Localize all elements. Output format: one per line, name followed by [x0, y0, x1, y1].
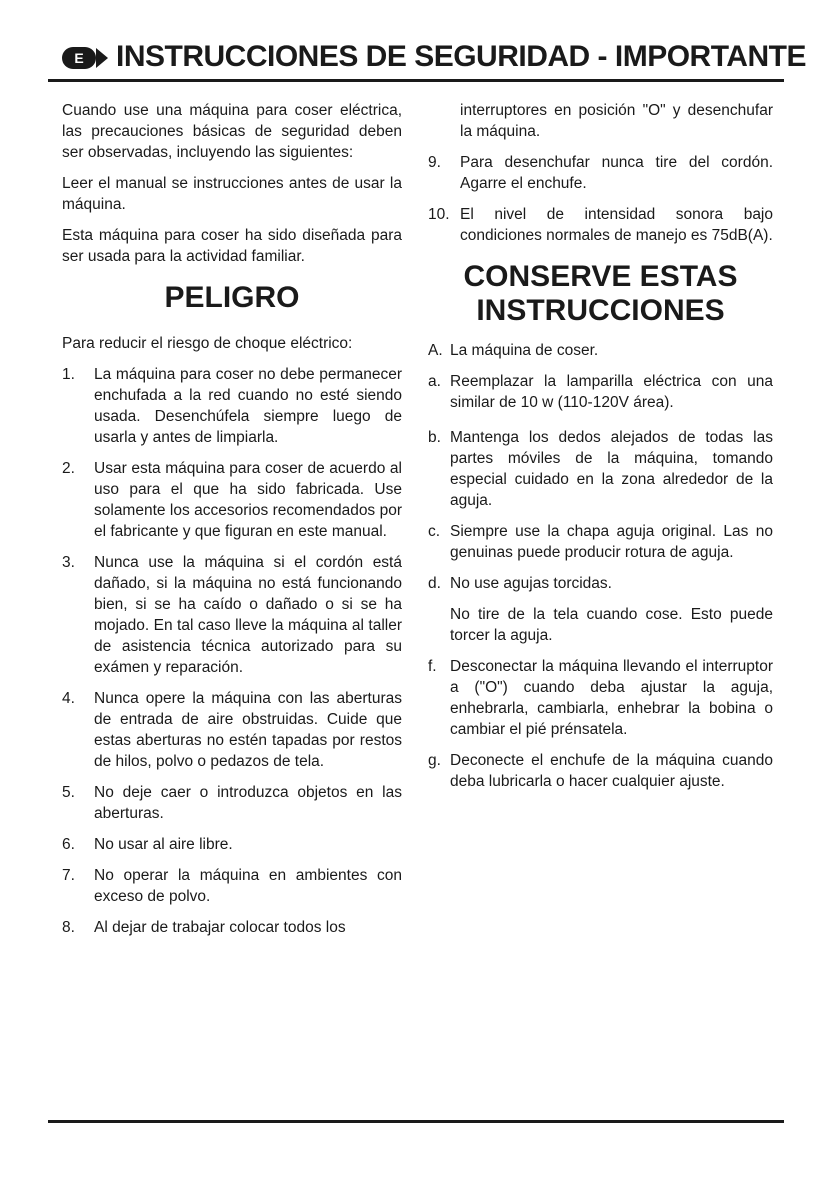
- item-label: f.: [428, 658, 437, 675]
- left-column: [62, 100, 402, 948]
- item-text: Desconectar la máquina llevando el interruptor a ("O") cuando deba ajustar la aguja, enhebrarla, cambiarla, enhebrar la bobina o cambiar el pié prénsatela.: [450, 658, 773, 738]
- item-text: Nunca opere la máquina con las aberturas de entrada de aire obstruidas. Cuide que estas aberturas no estén tapadas por restos de hilos, polvo o pedazos de tela.: [94, 690, 402, 770]
- list-item: [62, 552, 402, 678]
- item-label: a.: [428, 373, 441, 390]
- item-text: Nunca use la máquina si el cordón está dañado, si la máquina no está funcionando bien, si se ha caído o dañado o si se ha mojado. En tal caso lleve la máquina al taller de asistencia técnica autorizado para su exámen y reparación.: [94, 554, 402, 676]
- intro-paragraph-1: Cuando use una máquina para coser eléctrica, las precauciones básicas de seguridad deben ser observadas, incluyendo las siguientes:: [62, 102, 402, 161]
- page-title: INSTRUCCIONES DE SEGURIDAD - IMPORTANTE: [116, 40, 806, 73]
- list-item: [428, 204, 773, 246]
- item-text: Al dejar de trabajar colocar todos los: [94, 919, 346, 936]
- item-text: No use agujas torcidas.: [450, 575, 612, 592]
- item-number: 3.: [62, 554, 75, 571]
- list-item: [428, 427, 773, 511]
- list-item: [428, 604, 773, 646]
- item-text: Deconecte el enchufe de la máquina cuando deba lubricarla o hacer cualquier ajuste.: [450, 752, 773, 790]
- item-number: 5.: [62, 784, 75, 801]
- list-item: [428, 340, 773, 361]
- item-text: Usar esta máquina para coser de acuerdo al uso para el que ha sido fabricada. Use solamente los accesorios recomendados por el fabricante y que figuran en este manual.: [94, 460, 402, 540]
- item-label: g.: [428, 752, 441, 769]
- item-number: 4.: [62, 690, 75, 707]
- item-8-continuation: interruptores en posición "O" y desenchufar la máquina.: [460, 102, 773, 140]
- list-item: [62, 364, 402, 448]
- right-column: [428, 100, 773, 802]
- footer-divider: [48, 1120, 784, 1123]
- list-item: [428, 573, 773, 594]
- item-text: El nivel de intensidad sonora bajo condiciones normales de manejo es 75dB(A).: [460, 206, 773, 244]
- list-item: [62, 782, 402, 824]
- item-number: 2.: [62, 460, 75, 477]
- item-number: 7.: [62, 867, 75, 884]
- item-text: No operar la máquina en ambientes con exceso de polvo.: [94, 867, 402, 905]
- item-text: No deje caer o introduzca objetos en las aberturas.: [94, 784, 402, 822]
- item-text: Siempre use la chapa aguja original. Las no genuinas puede producir rotura de aguja.: [450, 523, 773, 561]
- language-badge-icon: E: [62, 47, 96, 69]
- item-text: La máquina para coser no debe permanecer enchufada a la red cuando no esté siendo usada. Desenchúfela siempre luego de usarla y antes de limpiarla.: [94, 366, 402, 446]
- item-text: Mantenga los dedos alejados de todas las partes móviles de la máquina, tomando especial cuidado en la zona alrededor de la aguja.: [450, 429, 773, 509]
- list-item: [62, 688, 402, 772]
- item-text: No usar al aire libre.: [94, 836, 233, 853]
- header-divider: [48, 79, 784, 82]
- list-item: [62, 865, 402, 907]
- item-number: 8.: [62, 919, 75, 936]
- item-number: 9.: [428, 154, 441, 171]
- item-number: 10.: [428, 206, 450, 223]
- intro-paragraph-2: Leer el manual se instrucciones antes de usar la máquina.: [62, 175, 402, 213]
- item-label: d.: [428, 575, 441, 592]
- item-text: Reemplazar la lamparilla eléctrica con una similar de 10 w (110-120V área).: [450, 373, 773, 411]
- conserve-heading: [428, 260, 773, 328]
- item-label: A.: [428, 342, 443, 359]
- item-number: 6.: [62, 836, 75, 853]
- conserve-heading-line-1: CONSERVE ESTAS: [463, 260, 738, 293]
- item-text: Para desenchufar nunca tire del cordón. Agarre el enchufe.: [460, 154, 773, 192]
- item-text: No tire de la tela cuando cose. Esto puede torcer la aguja.: [450, 606, 773, 644]
- list-item: [62, 834, 402, 855]
- intro-paragraph-3: Esta máquina para coser ha sido diseñada para ser usada para la actividad familiar.: [62, 227, 402, 265]
- conserve-heading-line-2: INSTRUCCIONES: [476, 294, 725, 327]
- item-label: b.: [428, 429, 441, 446]
- peligro-heading: PELIGRO: [164, 281, 300, 314]
- list-item: [428, 371, 773, 413]
- list-item: [428, 521, 773, 563]
- list-item: [428, 750, 773, 792]
- item-label: [428, 604, 450, 646]
- list-item: [428, 656, 773, 740]
- item-label: c.: [428, 523, 441, 540]
- list-item: [62, 458, 402, 542]
- list-item: [62, 917, 402, 938]
- list-item: [428, 152, 773, 194]
- item-number: 1.: [62, 366, 75, 383]
- item-text: La máquina de coser.: [450, 342, 599, 359]
- peligro-lead: Para reducir el riesgo de choque eléctrico:: [62, 335, 353, 352]
